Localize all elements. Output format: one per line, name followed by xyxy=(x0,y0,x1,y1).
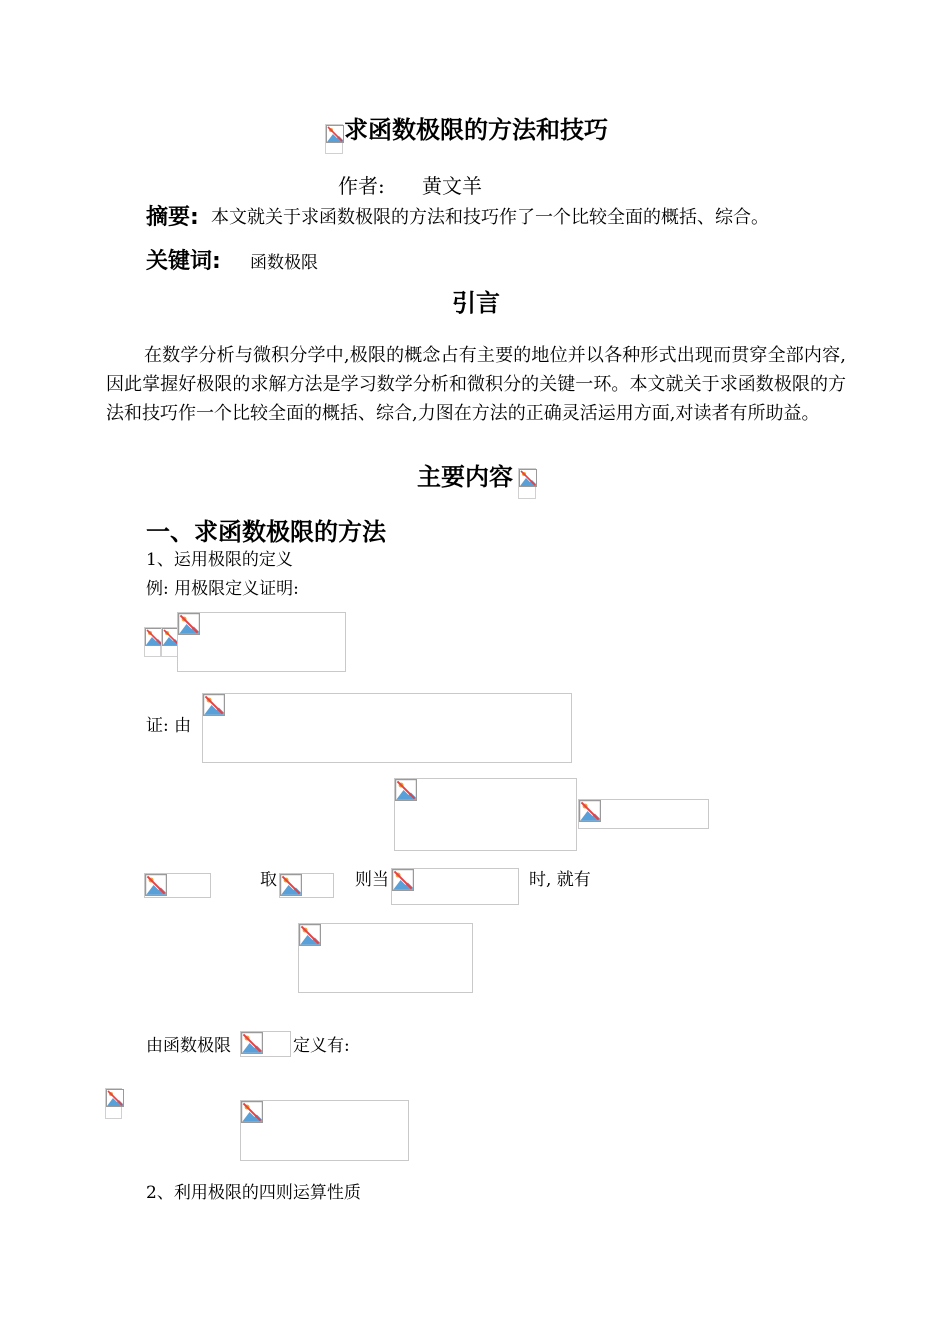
author-label: 作者: xyxy=(338,174,385,198)
take-label: 取 xyxy=(260,870,277,890)
broken-image-icon xyxy=(579,800,601,822)
section-heading: 一、求函数极限的方法 xyxy=(146,518,386,546)
formula-image-placeholder xyxy=(279,873,334,898)
then-have-label: 时, 就有 xyxy=(529,870,591,890)
broken-image-icon xyxy=(395,779,417,801)
formula-image-placeholder xyxy=(161,627,178,657)
broken-image-icon xyxy=(326,125,344,143)
intro-heading: 引言 xyxy=(452,289,500,317)
formula-image-placeholder xyxy=(298,923,473,993)
keywords-text: 函数极限 xyxy=(250,253,318,273)
by-def-prefix: 由函数极限 xyxy=(146,1036,231,1056)
abstract-text: 本文就关于求函数极限的方法和技巧作了一个比较全面的概括、综合。 xyxy=(211,207,769,228)
main-heading-image-placeholder xyxy=(518,468,536,499)
broken-image-icon xyxy=(392,869,414,891)
formula-image-placeholder xyxy=(578,799,709,829)
broken-image-icon xyxy=(203,694,225,716)
formula-image-placeholder xyxy=(394,778,577,851)
broken-image-icon xyxy=(145,874,167,896)
example-label: 例: 用极限定义证明: xyxy=(146,579,299,599)
broken-image-icon xyxy=(106,1089,124,1107)
formula-image-placeholder xyxy=(202,693,572,763)
broken-image-icon xyxy=(280,874,302,896)
abstract-label: 摘要: xyxy=(146,205,199,230)
formula-image-placeholder xyxy=(177,612,346,672)
broken-image-icon xyxy=(178,613,200,635)
page-title: 求函数极限的方法和技巧 xyxy=(344,116,608,144)
item-2-label: 2、利用极限的四则运算性质 xyxy=(146,1183,361,1203)
broken-image-icon xyxy=(519,469,537,487)
formula-image-placeholder xyxy=(391,868,519,905)
proof-prefix: 证: 由 xyxy=(146,716,192,736)
formula-image-placeholder xyxy=(240,1031,291,1057)
title-image-placeholder xyxy=(325,124,343,154)
by-def-suffix: 定义有: xyxy=(293,1036,350,1056)
keywords-label: 关键词: xyxy=(146,249,221,274)
then-when-label: 则当 xyxy=(355,870,389,890)
formula-image-placeholder xyxy=(240,1100,409,1161)
broken-image-icon xyxy=(241,1101,263,1123)
author-name: 黄文羊 xyxy=(422,174,482,198)
intro-paragraph: 在数学分析与微积分学中,极限的概念占有主要的地位并以各种形式出现而贯穿全部内容,因此掌握好极限的求解方法是学习数学分析和微积分的关键一环。本文就关于求函数极限的方法和技巧作一个比较全面的概括、综合,力图在方法的正确灵活运用方面,对读者有所助益。 xyxy=(106,345,846,424)
broken-image-icon xyxy=(299,924,321,946)
formula-image-placeholder xyxy=(144,627,161,657)
broken-image-icon xyxy=(241,1032,263,1054)
formula-image-placeholder xyxy=(105,1088,122,1119)
item-1-label: 1、运用极限的定义 xyxy=(146,550,293,570)
main-heading: 主要内容 xyxy=(417,463,513,491)
formula-image-placeholder xyxy=(144,873,211,898)
